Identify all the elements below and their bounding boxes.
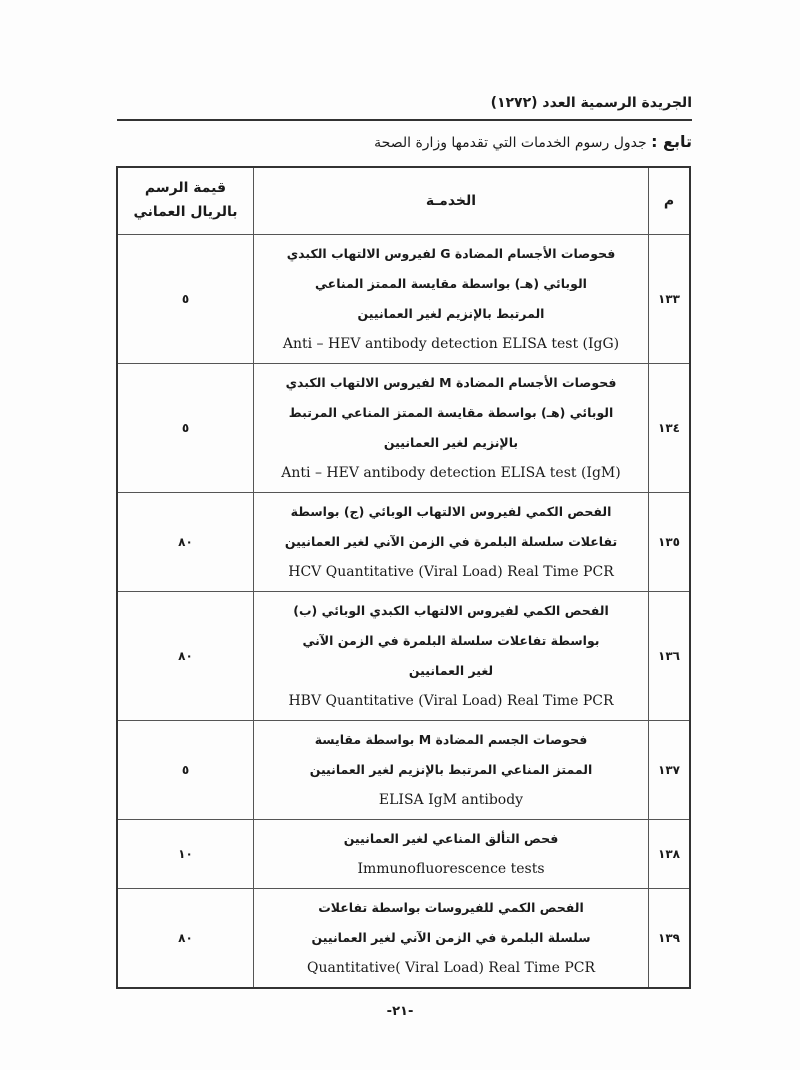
service-arabic-line: الفحص الكمي لفيروس الالتهاب الكبدي الوبائي (ب) — [293, 603, 609, 618]
table-row — [117, 364, 690, 493]
table-row — [117, 889, 690, 989]
service-arabic-line: الفحص الكمي للفيروسات بواسطة تفاعلات — [318, 900, 584, 915]
service-arabic-line: الوبائي (هـ) بواسطة مقايسة الممتز المناعي — [315, 276, 587, 291]
page-number: -٢١- — [386, 1004, 414, 1019]
table-row — [117, 820, 690, 889]
fee-value: ٨٠ — [117, 592, 254, 721]
fee-value: ١٠ — [117, 820, 254, 889]
column-header-fee — [117, 167, 254, 235]
table-row — [117, 721, 690, 820]
fee-header-line2: بالريال العماني — [133, 204, 238, 220]
service-arabic-line: المرتبط بالإنزيم لغير العمانيين — [357, 306, 545, 321]
table-header-row — [117, 167, 690, 235]
fee-value: ٥ — [117, 364, 254, 493]
row-number: ١٣٥ — [649, 493, 691, 592]
fee-header-line1: قيمة الرسم — [144, 180, 227, 197]
service-cell — [254, 820, 649, 889]
service-english-name: Quantitative( Viral Load) Real Time PCR — [307, 960, 595, 976]
service-cell — [254, 721, 649, 820]
service-arabic-line: لغير العمانيين — [408, 663, 494, 678]
table-row — [117, 493, 690, 592]
service-arabic-line: فحوصات الأجسام المضادة G لفيروس الالتهاب الكبدي — [286, 246, 616, 261]
table-row — [117, 235, 690, 364]
row-number: ١٣٤ — [649, 364, 691, 493]
service-english-name: ELISA IgM antibody — [378, 792, 524, 808]
service-arabic-line: فحوصات الأجسام المضادة M لفيروس الالتهاب الكبدي — [285, 375, 617, 390]
gazette-title: الجريدة الرسمية العدد (١٢٧٢) — [490, 95, 692, 111]
gazette-header — [117, 95, 692, 121]
service-cell — [254, 235, 649, 364]
service-arabic-line: فحوصات الجسم المضادة M بواسطة مقايسة — [314, 732, 588, 747]
fee-value: ٥ — [117, 721, 254, 820]
fee-value: ٨٠ — [117, 889, 254, 989]
caption-lead: تابع : — [651, 132, 692, 151]
service-cell — [254, 889, 649, 989]
service-cell — [254, 364, 649, 493]
table-row — [117, 592, 690, 721]
service-arabic-line: فحص التألق المناعي لغير العمانيين — [343, 831, 559, 846]
column-header-number: م — [649, 167, 691, 235]
fee-value: ٨٠ — [117, 493, 254, 592]
caption-text: جدول رسوم الخدمات التي تقدمها وزارة الصحة — [374, 135, 647, 151]
service-arabic-line: الفحص الكمي لفيروس الالتهاب الوبائي (ج) بواسطة — [290, 504, 612, 519]
service-english-name: HBV Quantitative (Viral Load) Real Time PCR — [288, 693, 614, 709]
row-number: ١٣٩ — [649, 889, 691, 989]
table-body — [117, 235, 690, 989]
service-arabic-line: الوبائي (هـ) بواسطة مقايسة الممتز المناعي المرتبط — [288, 405, 614, 420]
column-header-service: الخدمـة — [254, 167, 649, 235]
service-cell — [254, 493, 649, 592]
row-number: ١٣٧ — [649, 721, 691, 820]
service-arabic-line: سلسلة البلمرة في الزمن الآني لغير العمانيين — [311, 930, 591, 945]
service-english-name: Anti – HEV antibody detection ELISA test (IgM) — [281, 465, 621, 481]
table-caption — [117, 132, 692, 151]
service-english-name: HCV Quantitative (Viral Load) Real Time PCR — [288, 564, 614, 580]
service-english-name: Immunofluorescence tests — [357, 861, 545, 877]
row-number: ١٣٦ — [649, 592, 691, 721]
service-arabic-line: بواسطة تفاعلات سلسلة البلمرة في الزمن الآني — [302, 633, 600, 648]
service-cell — [254, 592, 649, 721]
service-english-name: Anti – HEV antibody detection ELISA test (IgG) — [282, 336, 620, 352]
row-number: ١٣٨ — [649, 820, 691, 889]
row-number: ١٣٣ — [649, 235, 691, 364]
fees-table — [116, 166, 691, 989]
service-arabic-line: تفاعلات سلسلة البلمرة في الزمن الآني لغير العمانيين — [284, 534, 618, 549]
service-arabic-line: بالإنزيم لغير العمانيين — [383, 435, 519, 450]
service-arabic-line: الممتز المناعي المرتبط بالإنزيم لغير العمانيين — [309, 762, 593, 777]
fee-value: ٥ — [117, 235, 254, 364]
